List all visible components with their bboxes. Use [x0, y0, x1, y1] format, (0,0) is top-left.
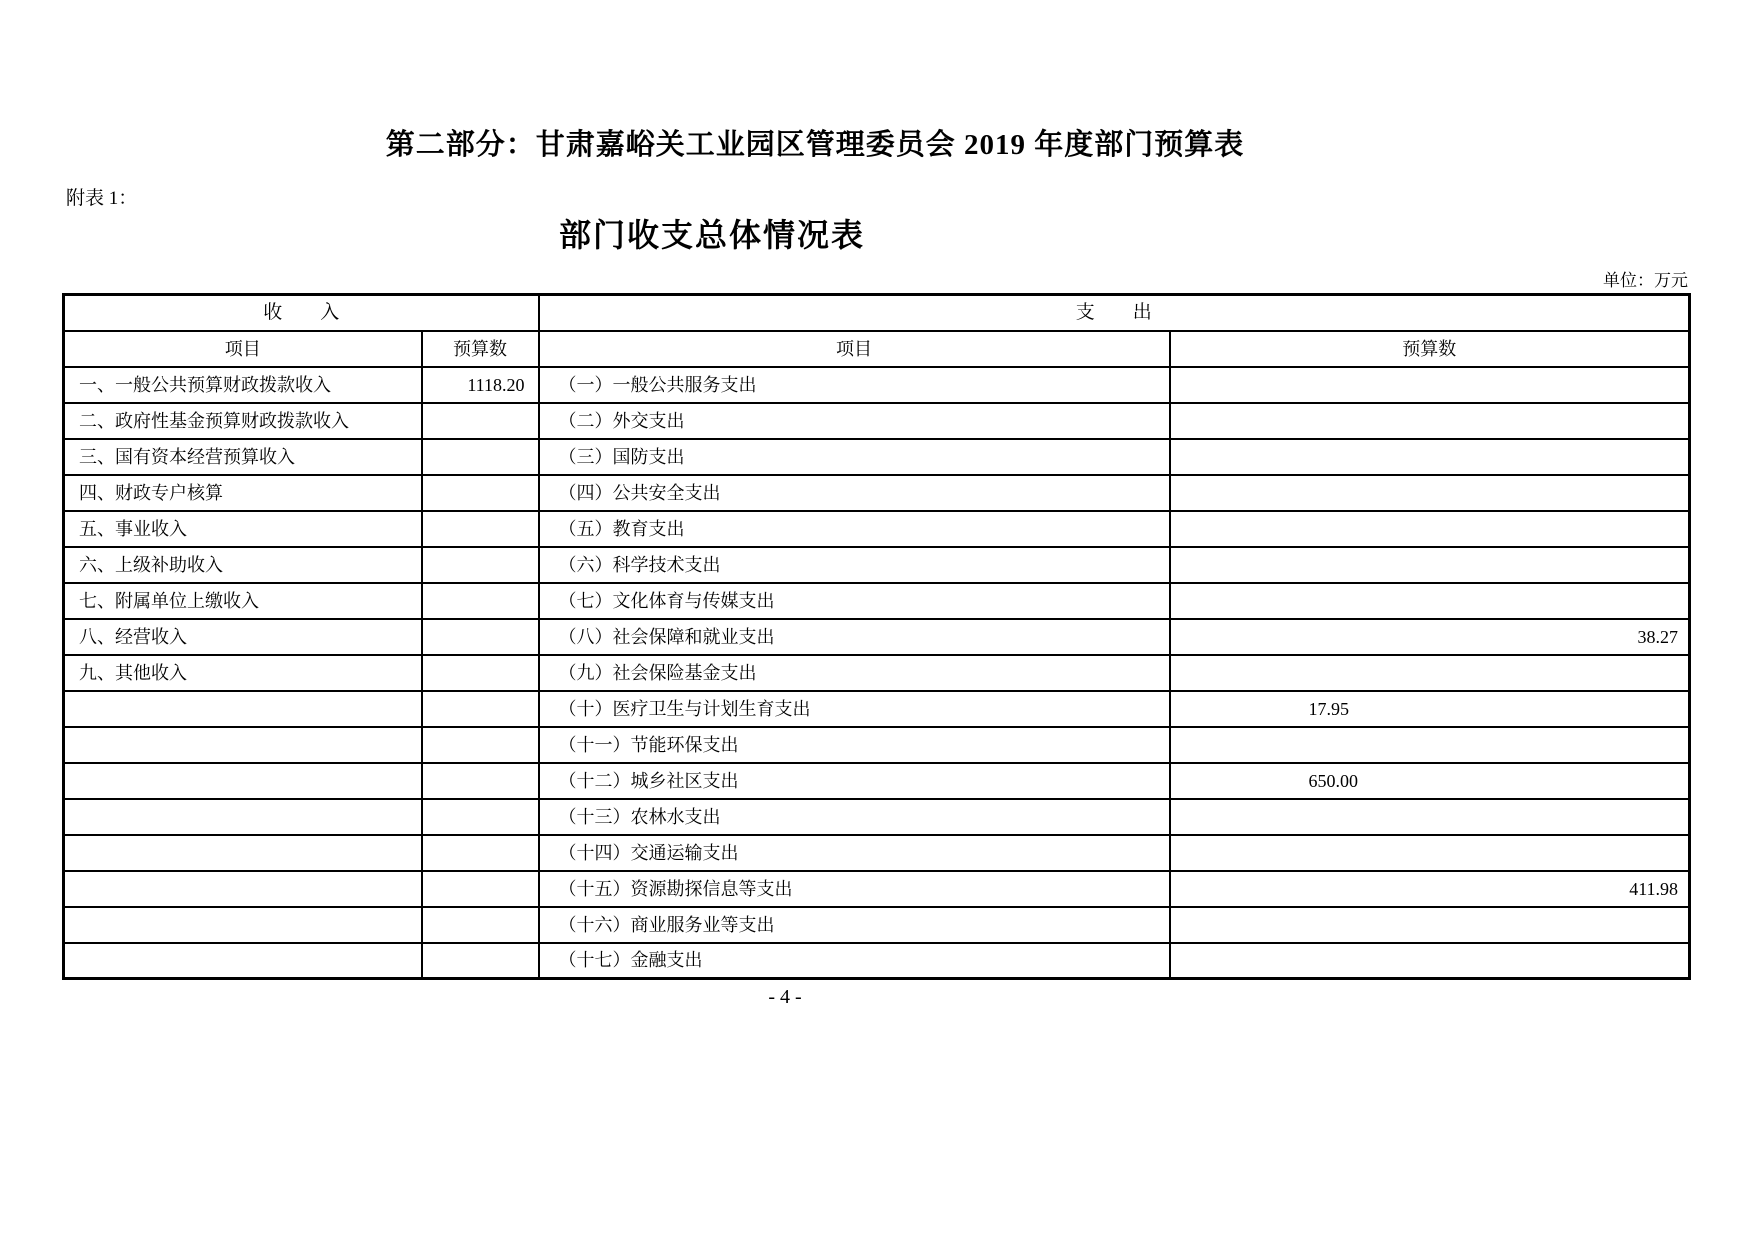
income-item-cell [64, 871, 422, 907]
income-budget-cell [422, 871, 539, 907]
table-row [64, 943, 1690, 979]
income-item-cell [64, 835, 422, 871]
income-item-cell: 二、政府性基金预算财政拨款收入 [64, 403, 422, 439]
expense-section-header: 支 出 [539, 295, 1690, 331]
income-item-cell [64, 943, 422, 979]
expense-budget-cell [1170, 799, 1690, 835]
expense-item-cell: （二）外交支出 [539, 403, 1170, 439]
table-row [64, 403, 1690, 439]
expense-item-cell: （六）科学技术支出 [539, 547, 1170, 583]
income-item-cell: 七、附属单位上缴收入 [64, 583, 422, 619]
income-item-cell [64, 799, 422, 835]
income-budget-cell: 1118.20 [422, 367, 539, 403]
table-row [64, 475, 1690, 511]
income-item-header: 项目 [64, 331, 422, 367]
table-row [64, 763, 1690, 799]
column-header-row [64, 331, 1690, 367]
expense-budget-cell [1170, 835, 1690, 871]
table-row [64, 583, 1690, 619]
income-item-cell: 九、其他收入 [64, 655, 422, 691]
expense-item-cell: （五）教育支出 [539, 511, 1170, 547]
income-budget-cell [422, 691, 539, 727]
table-row [64, 691, 1690, 727]
expense-budget-cell [1170, 439, 1690, 475]
part-title: 第二部分：甘肃嘉峪关工业园区管理委员会 2019 年度部门预算表 [385, 129, 1245, 161]
income-item-cell: 五、事业收入 [64, 511, 422, 547]
expense-budget-cell [1170, 727, 1690, 763]
expense-budget-cell: 17.95 [1170, 691, 1690, 727]
income-budget-cell [422, 439, 539, 475]
expense-budget-cell: 38.27 [1170, 619, 1690, 655]
expense-item-cell: （三）国防支出 [539, 439, 1170, 475]
expense-budget-cell [1170, 547, 1690, 583]
expense-item-cell: （十）医疗卫生与计划生育支出 [539, 691, 1170, 727]
expense-budget-cell [1170, 367, 1690, 403]
table-row [64, 655, 1690, 691]
expense-budget-cell [1170, 943, 1690, 979]
section-header-row [64, 295, 1690, 331]
income-budget-cell [422, 511, 539, 547]
expense-budget-cell [1170, 403, 1690, 439]
income-budget-cell [422, 583, 539, 619]
expense-budget-cell: 411.98 [1170, 871, 1690, 907]
attachment-label: 附表 1： [66, 188, 138, 209]
table-row [64, 871, 1690, 907]
expense-budget-cell [1170, 475, 1690, 511]
expense-item-cell: （十三）农林水支出 [539, 799, 1170, 835]
expense-item-cell: （四）公共安全支出 [539, 475, 1170, 511]
income-section-header: 收 入 [64, 295, 539, 331]
income-item-cell: 八、经营收入 [64, 619, 422, 655]
expense-item-cell: （十七）金融支出 [539, 943, 1170, 979]
expense-item-cell: （十六）商业服务业等支出 [539, 907, 1170, 943]
income-item-cell: 四、财政专户核算 [64, 475, 422, 511]
expense-item-header: 项目 [539, 331, 1170, 367]
income-budget-cell [422, 799, 539, 835]
expense-item-cell: （十一）节能环保支出 [539, 727, 1170, 763]
income-budget-cell [422, 943, 539, 979]
income-item-cell: 三、国有资本经营预算收入 [64, 439, 422, 475]
expense-budget-header: 预算数 [1170, 331, 1690, 367]
table-row [64, 727, 1690, 763]
income-item-cell [64, 727, 422, 763]
income-budget-cell [422, 403, 539, 439]
unit-label: 单位：万元 [1603, 271, 1688, 290]
table-row [64, 799, 1690, 835]
expense-budget-cell [1170, 907, 1690, 943]
table-row [64, 835, 1690, 871]
table-row [64, 511, 1690, 547]
expense-budget-cell [1170, 583, 1690, 619]
income-budget-cell [422, 655, 539, 691]
expense-item-cell: （十四）交通运输支出 [539, 835, 1170, 871]
table-title: 部门收支总体情况表 [558, 217, 865, 253]
table-row [64, 439, 1690, 475]
income-item-cell [64, 691, 422, 727]
income-item-cell [64, 763, 422, 799]
expense-item-cell: （一）一般公共服务支出 [539, 367, 1170, 403]
income-budget-cell [422, 475, 539, 511]
table-row [64, 619, 1690, 655]
expense-item-cell: （十二）城乡社区支出 [539, 763, 1170, 799]
expense-budget-cell: 650.00 [1170, 763, 1690, 799]
income-budget-cell [422, 619, 539, 655]
table-row [64, 907, 1690, 943]
table-row [64, 367, 1690, 403]
income-budget-cell [422, 727, 539, 763]
income-item-cell: 六、上级补助收入 [64, 547, 422, 583]
expense-item-cell: （七）文化体育与传媒支出 [539, 583, 1170, 619]
page-number: - 4 - [768, 986, 802, 1008]
income-budget-cell [422, 547, 539, 583]
income-budget-header: 预算数 [422, 331, 539, 367]
income-budget-cell [422, 763, 539, 799]
income-item-cell: 一、一般公共预算财政拨款收入 [64, 367, 422, 403]
expense-item-cell: （十五）资源勘探信息等支出 [539, 871, 1170, 907]
income-budget-cell [422, 835, 539, 871]
expense-item-cell: （八）社会保障和就业支出 [539, 619, 1170, 655]
table-row [64, 547, 1690, 583]
expense-budget-cell [1170, 655, 1690, 691]
budget-table [62, 293, 1691, 980]
expense-budget-cell [1170, 511, 1690, 547]
income-budget-cell [422, 907, 539, 943]
income-item-cell [64, 907, 422, 943]
expense-item-cell: （九）社会保险基金支出 [539, 655, 1170, 691]
